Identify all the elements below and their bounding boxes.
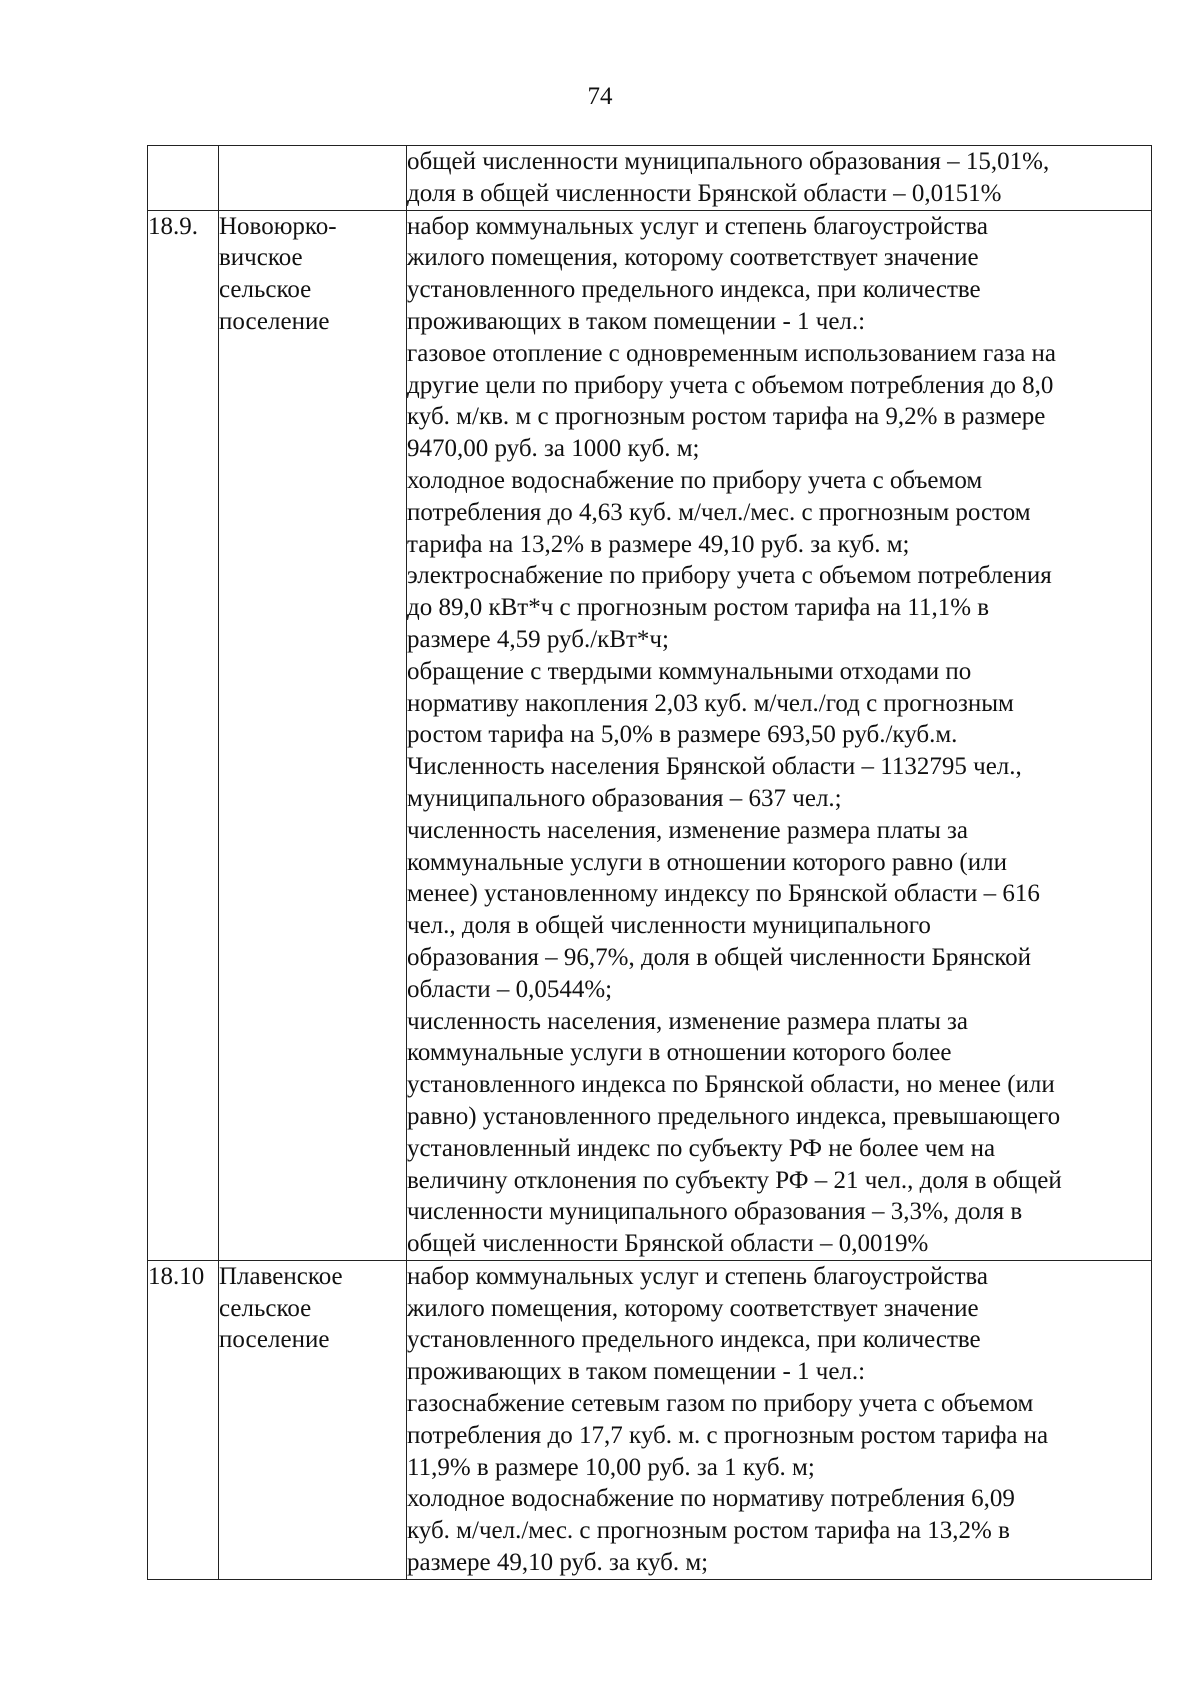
description-line: установленный индекс по субъекту РФ не более чем на: [407, 1134, 996, 1162]
municipality-name-line: сельское: [219, 276, 312, 304]
description-line: образования – 96,7%, доля в общей численности Брянской: [407, 943, 1032, 971]
description-line: потребления до 4,63 куб. м/чел./мес. с прогнозным ростом: [407, 498, 1031, 526]
municipality-name-line: поселение: [219, 307, 330, 335]
description-line: доля в общей численности Брянской области – 0,0151%: [407, 179, 1002, 207]
description-line: газовое отопление с одновременным использованием газа на: [407, 339, 1057, 367]
description-line: установленного предельного индекса, при количестве: [407, 276, 981, 304]
municipality-name-line: вичское: [219, 244, 303, 272]
description-line: величину отклонения по субъекту РФ – 21 чел., доля в общей: [407, 1166, 1062, 1194]
description-line: холодное водоснабжение по нормативу потребления 6,09: [407, 1485, 1015, 1513]
description-line: набор коммунальных услуг и степень благоустройства: [407, 212, 988, 240]
description-line: газоснабжение сетевым газом по прибору учета с объемом: [407, 1390, 1034, 1418]
municipality-name-line: Плавенское: [219, 1262, 343, 1290]
municipality-name-line: Новоюрко-: [219, 212, 337, 240]
description-line: проживающих в таком помещении - 1 чел.:: [407, 307, 866, 335]
description-cell: [407, 1260, 1152, 1579]
table-row: [148, 1260, 1152, 1579]
description-line: жилого помещения, которому соответствует значение: [407, 1294, 979, 1322]
municipality-name-line: поселение: [219, 1326, 330, 1354]
municipality-name-line: сельское: [219, 1294, 312, 1322]
description-line: потребления до 17,7 куб. м. с прогнозным ростом тарифа на: [407, 1421, 1049, 1449]
description-line: проживающих в таком помещении - 1 чел.:: [407, 1358, 866, 1386]
description-line: общей численности муниципального образования – 15,01%,: [407, 148, 1050, 175]
table-row: [148, 210, 1152, 1260]
description-line: другие цели по прибору учета с объемом потребления до 8,0: [407, 371, 1054, 399]
municipality-name-cell: [219, 210, 407, 1260]
description-line: коммунальные услуги в отношении которого более: [407, 1039, 952, 1067]
description-line: численность населения, изменение размера платы за: [407, 1007, 968, 1035]
row-number-cell: [148, 210, 219, 1260]
description-line: общей численности Брянской области – 0,0019%: [407, 1230, 929, 1258]
description-line: равно) установленного предельного индекса, превышающего: [407, 1102, 1061, 1130]
description-line: установленного индекса по Брянской области, но менее (или: [407, 1071, 1055, 1099]
description-line: чел., доля в общей численности муниципального: [407, 912, 931, 940]
description-line: холодное водоснабжение по прибору учета с объемом: [407, 466, 983, 494]
description-line: численность населения, изменение размера платы за: [407, 816, 968, 844]
description-line: численности муниципального образования – 3,3%, доля в: [407, 1198, 1023, 1226]
description-line: тарифа на 13,2% в размере 49,10 руб. за куб. м;: [407, 530, 910, 558]
description-line: менее) установленному индексу по Брянской области – 616: [407, 880, 1040, 908]
description-cell: [407, 210, 1152, 1260]
description-line: установленного предельного индекса, при количестве: [407, 1326, 981, 1354]
description-cell: [407, 146, 1152, 211]
description-line: нормативу накопления 2,03 куб. м/чел./год с прогнозным: [407, 689, 1014, 717]
description-line: Численность населения Брянской области – 1132795 чел.,: [407, 753, 1022, 781]
description-line: размере 4,59 руб./кВт*ч;: [407, 625, 669, 653]
description-line: 11,9% в размере 10,00 руб. за 1 куб. м;: [407, 1453, 815, 1481]
description-line: набор коммунальных услуг и степень благоустройства: [407, 1262, 988, 1290]
description-line: жилого помещения, которому соответствует значение: [407, 244, 979, 272]
table-row: [148, 146, 1152, 211]
row-number: 18.9.: [148, 212, 198, 240]
municipality-tariff-table: [147, 145, 1152, 1580]
description-line: куб. м/кв. м с прогнозным ростом тарифа на 9,2% в размере: [407, 403, 1046, 431]
description-line: ростом тарифа на 5,0% в размере 693,50 руб./куб.м.: [407, 721, 958, 749]
description-line: муниципального образования – 637 чел.;: [407, 784, 842, 812]
description-line: электроснабжение по прибору учета с объемом потребления: [407, 562, 1052, 590]
description-line: куб. м/чел./мес. с прогнозным ростом тарифа на 13,2% в: [407, 1517, 1010, 1545]
municipality-name-cell: [219, 1260, 407, 1579]
description-line: области – 0,0544%;: [407, 975, 613, 1003]
description-line: обращение с твердыми коммунальными отходами по: [407, 657, 972, 685]
description-line: 9470,00 руб. за 1000 куб. м;: [407, 435, 700, 463]
description-line: размере 49,10 руб. за куб. м;: [407, 1549, 709, 1577]
row-number-cell: [148, 146, 219, 211]
row-number-cell: [148, 1260, 219, 1579]
row-number: [148, 146, 218, 178]
row-number: 18.10: [148, 1262, 205, 1290]
municipality-name-cell: [219, 146, 407, 211]
description-line: до 89,0 кВт*ч с прогнозным ростом тарифа на 11,1% в: [407, 594, 990, 622]
description-line: коммунальные услуги в отношении которого равно (или: [407, 848, 1007, 876]
page-number: 74: [587, 83, 613, 110]
